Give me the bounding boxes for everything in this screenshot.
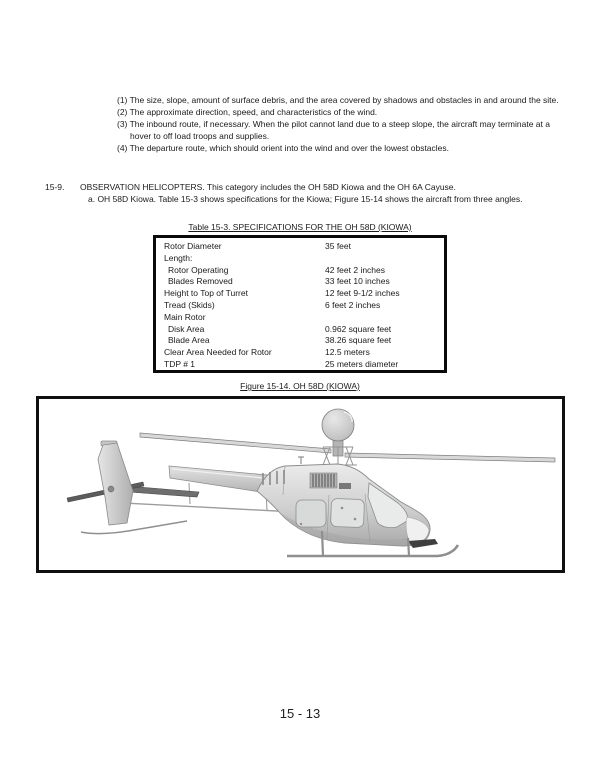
section-text: OBSERVATION HELICOPTERS. This category includes the OH 58D Kiowa and the OH 6A Cayuse.	[80, 182, 456, 192]
spec-label: Rotor Operating	[168, 264, 229, 275]
intro-paragraph-list	[117, 94, 559, 154]
spec-label: Length:	[164, 252, 193, 263]
spec-table-row	[156, 300, 444, 312]
spec-label: Clear Area Needed for Rotor	[164, 347, 272, 358]
helicopter-illustration	[39, 399, 562, 570]
spec-value: 12 feet 9-1/2 inches	[325, 288, 400, 299]
spec-label: Height to Top of Turret	[164, 288, 248, 299]
spec-table-row	[156, 335, 444, 347]
paragraph-item: (2) The approximate direction, speed, and characteristics of the wind.	[117, 107, 378, 117]
spec-value: 38.26 square feet	[325, 335, 392, 346]
page-number: 15 - 13	[279, 706, 321, 721]
section-heading-line	[45, 181, 567, 193]
paragraph-item: (1) The size, slope, amount of surface debris, and the area covered by shadows and obstacles in and around the site.	[117, 95, 559, 105]
spec-label: Main Rotor	[164, 311, 206, 322]
tail-skid	[81, 521, 187, 534]
spec-label: Blade Area	[168, 335, 210, 346]
spec-table-row	[156, 276, 444, 288]
paragraph-item: (3) The inbound route, if necessary. When the pilot cannot land due to a steep slope, the aircraft may terminate at a hover to off load troops and supplies.	[117, 119, 550, 141]
spec-value: 0.962 square feet	[325, 323, 392, 334]
spec-value: 25 meters diameter	[325, 358, 399, 369]
spec-table-row	[156, 312, 444, 324]
spec-table-row	[156, 253, 444, 265]
spec-table-body	[156, 241, 444, 371]
horizontal-stabilizer	[127, 486, 199, 497]
spec-value	[325, 253, 444, 265]
figure-caption: Figure 15-14. OH 58D (KIOWA)	[240, 381, 360, 391]
spec-table-row	[156, 324, 444, 336]
tail-rotor-hub	[108, 486, 114, 492]
spec-table-row	[156, 265, 444, 277]
section-subparagraph: a. OH 58D Kiowa. Table 15-3 shows specifications for the Kiowa; Figure 15-14 shows the aircraft from three angles.	[88, 194, 523, 204]
table-title: Table 15-3. SPECIFICATIONS FOR THE OH 58D (KIOWA)	[188, 222, 412, 232]
spec-table-row	[156, 241, 444, 253]
front-door-window	[331, 498, 365, 527]
spec-table	[153, 235, 447, 373]
spec-value: 12.5 meters	[325, 347, 370, 358]
spec-table-row	[156, 288, 444, 300]
spec-value: 6 feet 2 inches	[325, 299, 381, 310]
spec-label: Tread (Skids)	[164, 299, 215, 310]
spec-label: TDP # 1	[164, 358, 196, 369]
spec-value: 35 feet	[325, 241, 351, 251]
vertical-stabilizer	[98, 441, 133, 525]
figure-box	[36, 396, 565, 573]
section-15-9	[45, 181, 567, 205]
paragraph-item: (4) The departure route, which should orient into the wind and over the lowest obstacles.	[117, 143, 450, 153]
tail-boom	[169, 466, 267, 493]
spec-value	[325, 312, 444, 324]
spec-label: Disk Area	[168, 323, 205, 334]
section-number: 15-9.	[45, 182, 65, 192]
spec-value: 33 feet 10 inches	[325, 276, 390, 287]
spec-value: 42 feet 2 inches	[325, 264, 386, 275]
spec-label: Rotor Diameter	[164, 241, 222, 251]
spec-table-row	[156, 347, 444, 359]
deck-antenna	[298, 457, 304, 464]
nose	[406, 517, 438, 548]
spec-label: Blades Removed	[168, 276, 233, 287]
engine-grille	[310, 473, 337, 488]
spec-table-row	[156, 359, 444, 371]
